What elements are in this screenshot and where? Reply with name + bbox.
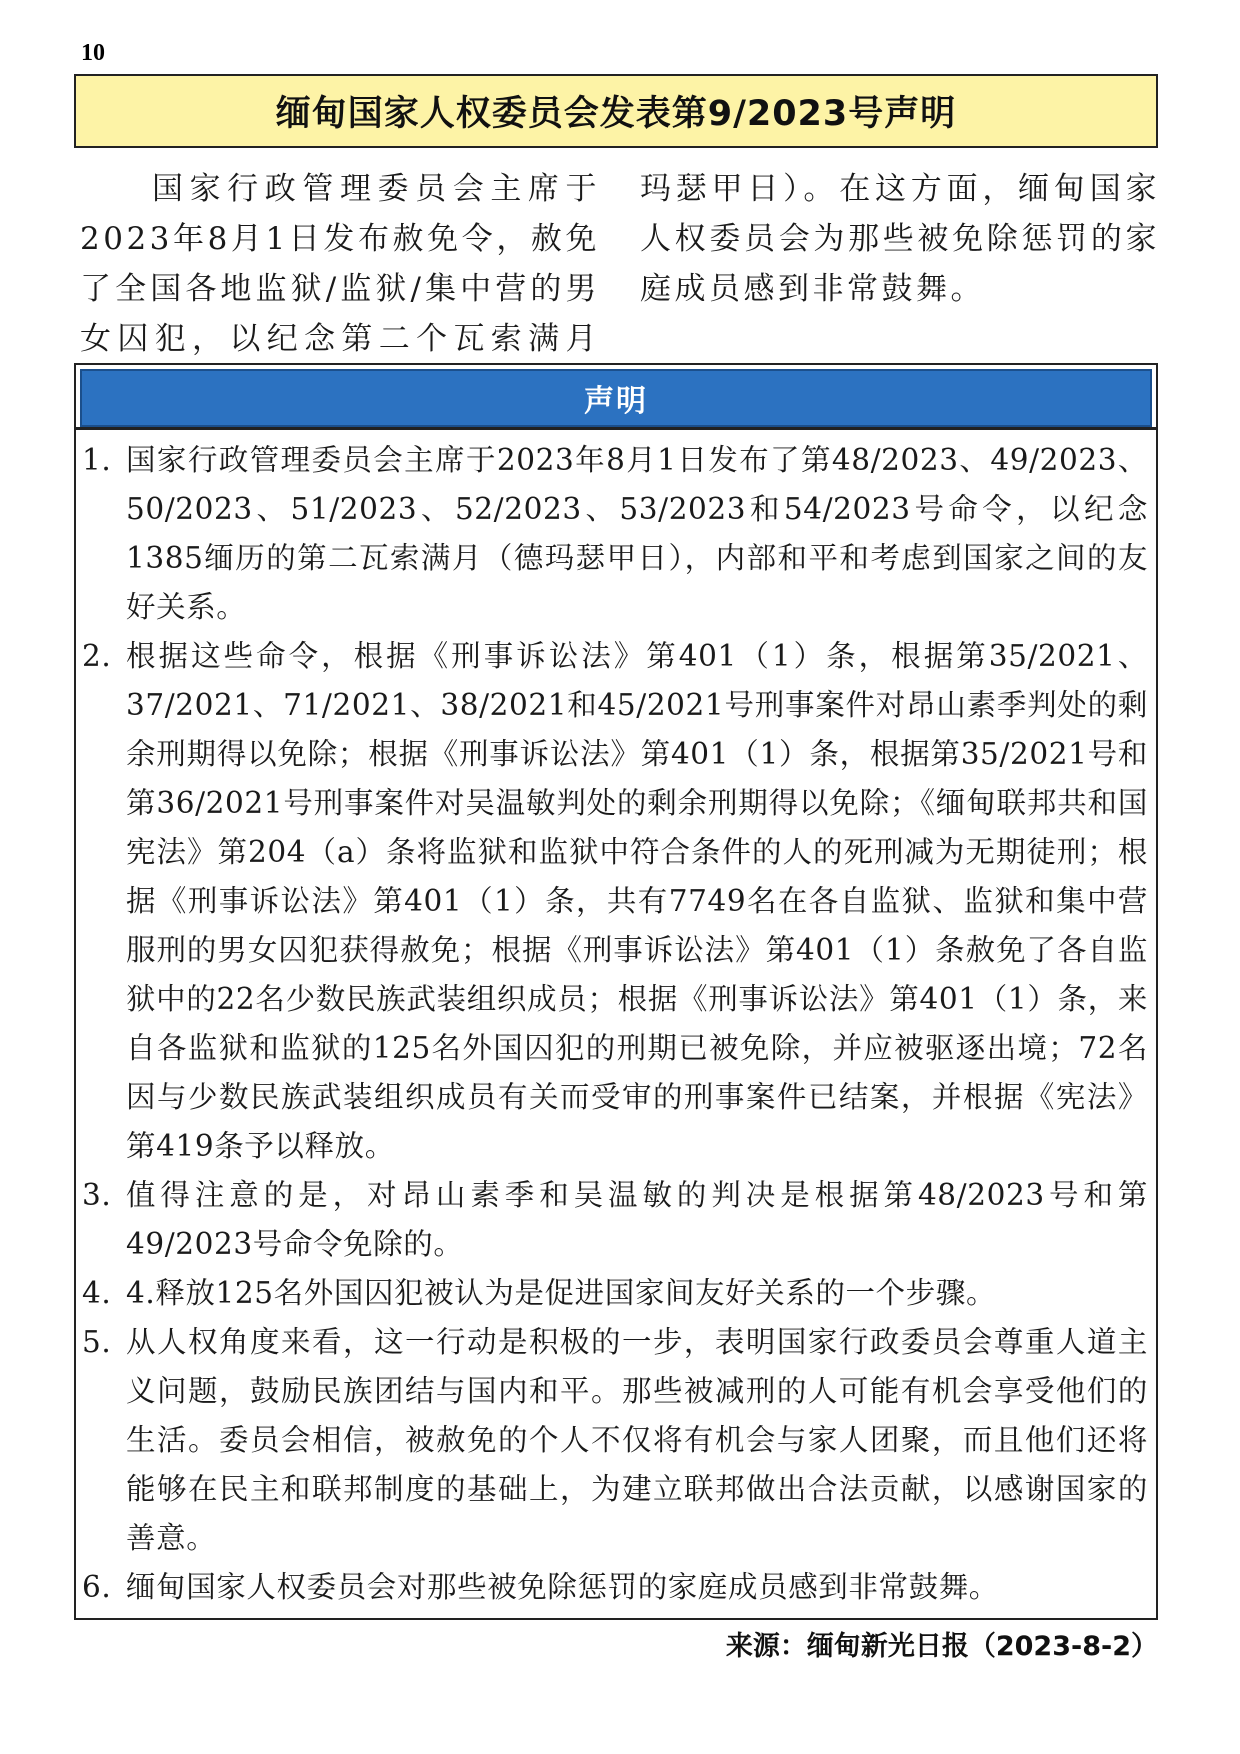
intro-right-text: 玛瑟甲日）。在这方面，缅甸国家人权委员会为那些被免除惩罚的家庭成员感到非常鼓舞。	[640, 171, 1160, 307]
intro-left-text: 国家行政管理委员会主席于2023年8月1日发布赦免令，赦免了全国各地监狱/监狱/集中营的男女囚犯，以纪念第二个瓦索满月	[80, 171, 600, 357]
item-text: 值得注意的是，对昂山素季和吴温敏的判决是根据第48/2023号和第49/2023号命令免除的。	[126, 1178, 1148, 1261]
statement-header-label: 声明	[584, 384, 648, 419]
statement-header	[80, 369, 1152, 427]
item-number: 6.	[82, 1570, 112, 1604]
statement-item-1	[82, 436, 1148, 632]
title-banner	[74, 74, 1158, 148]
statement-item-6	[82, 1563, 1148, 1612]
page-number: 10	[81, 40, 105, 66]
document-title: 缅甸国家人权委员会发表第9/2023号声明	[275, 94, 957, 134]
statement-list	[76, 436, 1156, 1612]
statement-item-5	[82, 1318, 1148, 1563]
item-text: 国家行政管理委员会主席于2023年8月1日发布了第48/2023、49/2023、50/2023、51/2023、52/2023、53/2023和54/2023号命令，以纪念1385缅历的第二瓦索满月（德玛瑟甲日），内部和平和考虑到国家之间的友好关系。	[126, 443, 1148, 624]
source-citation: 来源：缅甸新光日报（2023-8-2）	[725, 1631, 1158, 1662]
item-number: 3.	[82, 1178, 112, 1212]
item-number: 4.	[82, 1276, 112, 1310]
item-number: 5.	[82, 1325, 112, 1359]
item-text: 缅甸国家人权委员会对那些被免除惩罚的家庭成员感到非常鼓舞。	[126, 1570, 999, 1604]
statement-item-2	[82, 632, 1148, 1171]
item-number: 2.	[82, 639, 112, 673]
statement-box	[74, 363, 1158, 1620]
item-text: 根据这些命令，根据《刑事诉讼法》第401（1）条，根据第35/2021、37/2021、71/2021、38/2021和45/2021号刑事案件对昂山素季判处的剩余刑期得以免除；根据《刑事诉讼法》第401（1）条，根据第35/2021号和第36/2021号刑事案件对吴温敏判处的剩余刑期得以免除；《缅甸联邦共和国宪法》第204（a）条将监狱和监狱中符合条件的人的死刑减为无期徒刑；根据《刑事诉讼法》第401（1）条，共有7749名在各自监狱、监狱和集中营服刑的男女囚犯获得赦免；根据《刑事诉讼法》第401（1）条赦免了各自监狱中的22名少数民族武装组织成员；根据《刑事诉讼法》第401（1）条，来自各监狱和监狱的125名外国囚犯的刑期已被免除，并应被驱逐出境；72名因与少数民族武装组织成员有关而受审的刑事案件已结案，并根据《宪法》第419条予以释放。	[126, 639, 1148, 1163]
statement-item-3	[82, 1171, 1148, 1269]
statement-divider	[76, 427, 1156, 430]
statement-item-4	[82, 1269, 1148, 1318]
item-text: 4.释放125名外国囚犯被认为是促进国家间友好关系的一个步骤。	[126, 1276, 997, 1310]
item-text: 从人权角度来看，这一行动是积极的一步，表明国家行政委员会尊重人道主义问题，鼓励民族团结与国内和平。那些被减刑的人可能有机会享受他们的生活。委员会相信，被赦免的个人不仅将有机会与家人团聚，而且他们还将能够在民主和联邦制度的基础上，为建立联邦做出合法贡献，以感谢国家的善意。	[126, 1325, 1148, 1555]
item-number: 1.	[82, 443, 112, 477]
